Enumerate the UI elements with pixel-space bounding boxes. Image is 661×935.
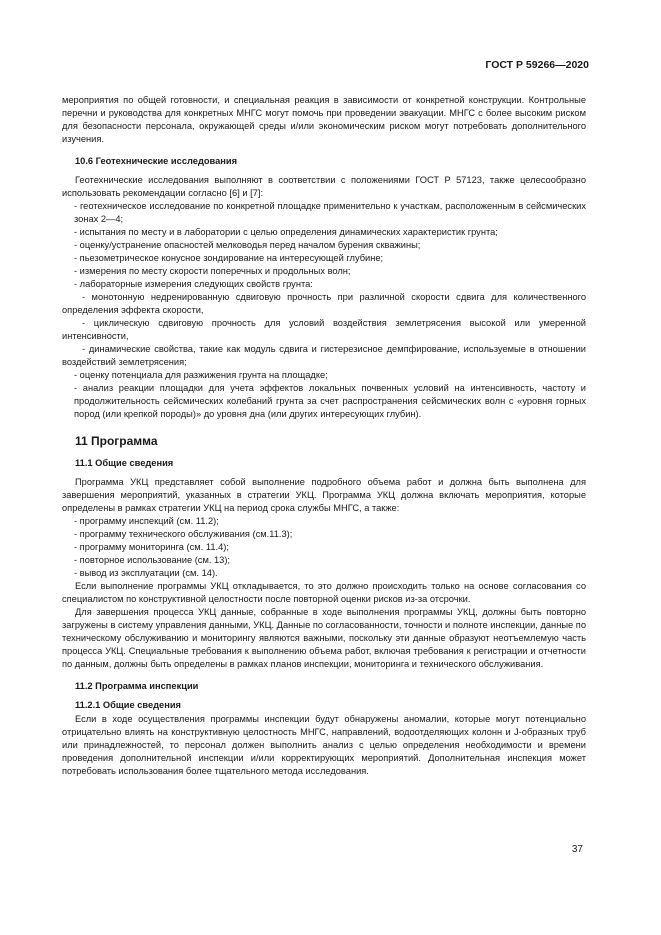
section-11-1-paragraph: Если выполнение программы УКЦ откладывается, то это должно происходить только на основе согласования со специалистом по конструктивной целостности после повторной оценки рисков из-за отсрочки. bbox=[62, 581, 586, 604]
list-item: - лабораторные измерения следующих свойств грунта: bbox=[74, 279, 313, 289]
section-11-2-1-title: 11.2.1 Общие сведения bbox=[75, 700, 181, 710]
section-11-2-title: 11.2 Программа инспекции bbox=[75, 681, 199, 691]
section-11-1-paragraph: Для завершения процесса УКЦ данные, собранные в ходе выполнения программы УКЦ, должны быть повторно загружены в систему управления данными, УКЦ. Данные по согласованности, точности и полноте инспекции, данные по техническому обслуживанию и мониторингу являются важными, поскольку эти данные образуют неотъемлемую часть процесса УКЦ. Специальные требования к выполнению объема работ, включая требования к регистрации и отчетности по данным, должны быть определены в рамках планов инспекции, мониторинга и технического обслуживания. bbox=[62, 607, 586, 669]
sub-list-item: - монотонную недренированную сдвиговую прочность при различной скорости сдвига для количественного определения эффекта скорости, bbox=[62, 292, 586, 315]
page-number: 37 bbox=[571, 844, 583, 855]
section-11-1-title: 11.1 Общие сведения bbox=[75, 458, 174, 468]
list-item: - программу инспекций (см. 11.2); bbox=[74, 516, 219, 526]
list-item: - анализ реакции площадки для учета эффектов локальных почвенных условий на интенсивность, частоту и продолжительность сейсмических колебаний грунта за счет распространения сейсмических волн с «уровня горных пород (или крепкой породы)» до уровня дна (или других интересующих глубин). bbox=[74, 383, 586, 419]
section-11-1-paragraph: Программа УКЦ представляет собой выполнение подробного объема работ и должна быть выполнена для завершения мероприятий, указанных в стратегии УКЦ. Программа УКЦ должна включать мероприятия, которые определены в рамках стратегии УКЦ на период срока службы МНГС, а также: bbox=[62, 477, 586, 513]
section-11-2-1-paragraph: Если в ходе осуществления программы инспекции будут обнаружены аномалии, которые могут потенциально отрицательно влиять на конструктивную целостность МНГС, направлений, водоотделяющих колонн и J-образных труб или принадлежностей, то персонал должен выполнить анализ с целью определения необходимости и времени проведения дополнительной инспекции и/или корректирующих мероприятий. Дополнительная инспекция может потребовать использования более тщательного метода исследования. bbox=[62, 714, 586, 776]
list-item: - испытания по месту и в лаборатории с целью определения динамических характеристик грунта; bbox=[74, 227, 498, 237]
document-header: ГОСТ Р 59266—2020 bbox=[485, 59, 589, 71]
page-content bbox=[62, 94, 586, 778]
list-item: - программу мониторинга (см. 11.4); bbox=[74, 542, 229, 552]
section-10-6-paragraph: Геотехнические исследования выполняют в соответствии с положениями ГОСТ Р 57123, также целесообразно использовать рекомендации согласно [6] и [7]: bbox=[62, 175, 586, 198]
sub-list-item: - циклическую сдвиговую прочность для условий воздействия землетрясения высокой или умеренной интенсивности, bbox=[62, 318, 586, 341]
intro-paragraph: мероприятия по общей готовности, и специальная реакция в зависимости от конкретной конструкции. Контрольные перечни и руководства для конкретных МНГС могут помочь при проведении эвакуации. МНГС с более высоким риском для безопасности персонала, окружающей среды и/или экономическим риском могут потребовать дополнительного изучения. bbox=[62, 95, 586, 144]
list-item: - программу технического обслуживания (см.11.3); bbox=[74, 529, 293, 539]
list-item: - повторное использование (см. 13); bbox=[74, 555, 231, 565]
section-10-6-title: 10.6 Геотехнические исследования bbox=[75, 156, 238, 166]
sub-list-item: - динамические свойства, такие как модуль сдвига и гистерезисное демпфирование, используемые в отношении воздействий землетрясения; bbox=[62, 344, 586, 367]
section-11-title: 11 Программа bbox=[75, 434, 158, 448]
list-item: - измерения по месту скорости поперечных и продольных волн; bbox=[74, 266, 351, 276]
list-item: - вывод из эксплуатации (см. 14). bbox=[74, 568, 218, 578]
list-item: - пьезометрическое конусное зондирование на интересующей глубине; bbox=[74, 253, 384, 263]
list-item: - геотехническое исследование по конкретной площадке применительно к участкам, расположенным в сейсмических зонах 2—4; bbox=[74, 201, 586, 224]
list-item: - оценку/устранение опасностей мелководья перед началом бурения скважины; bbox=[74, 240, 421, 250]
list-item: - оценку потенциала для разжижения грунта на площадке; bbox=[74, 370, 328, 380]
